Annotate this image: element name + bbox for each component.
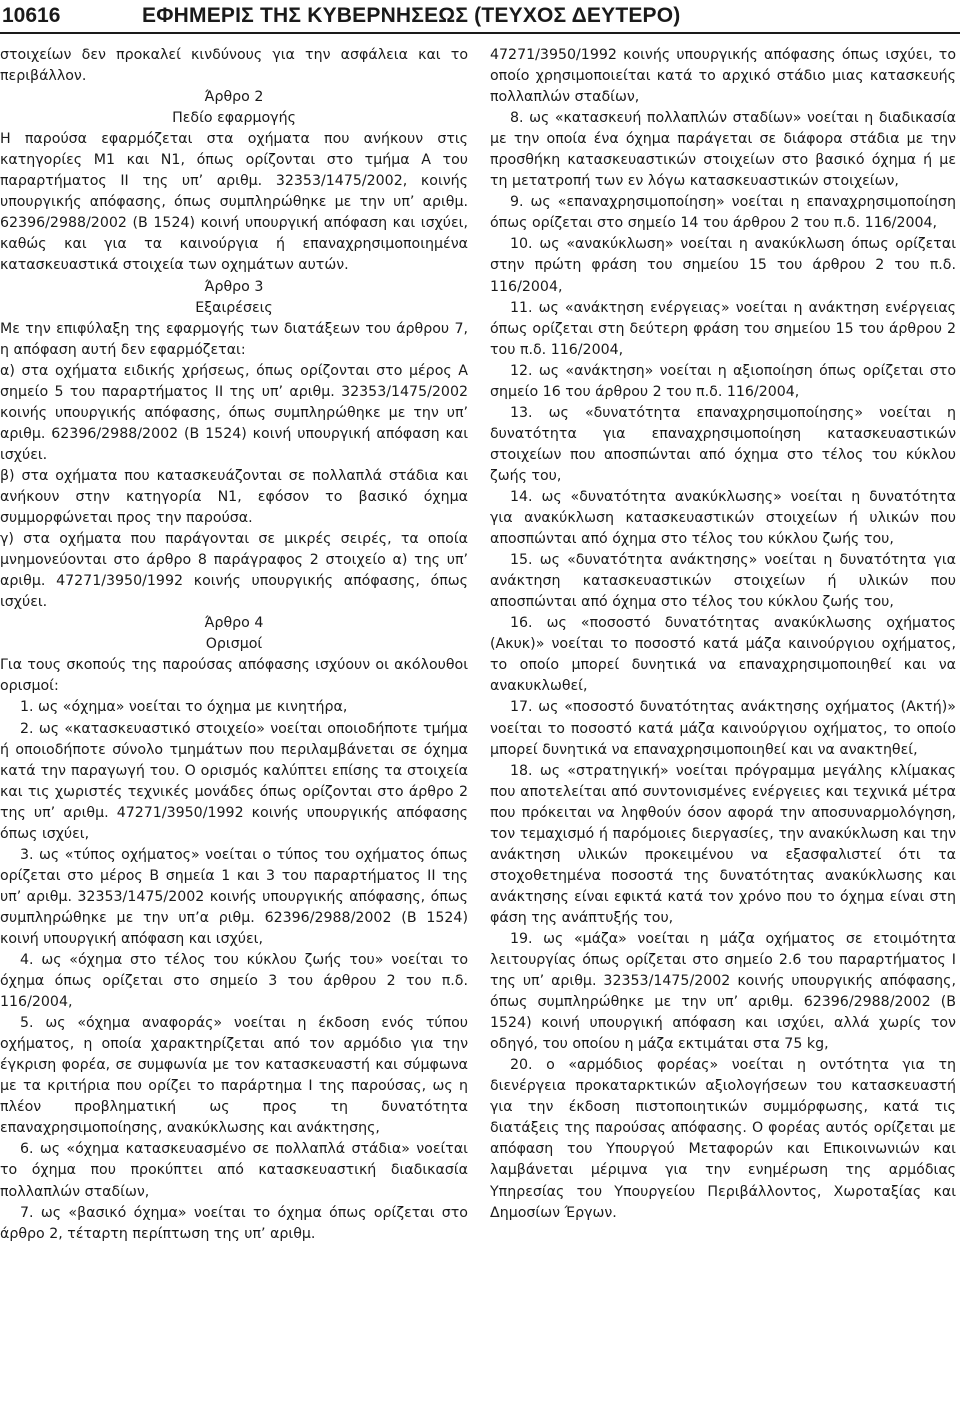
definition-item: 8. ως «κατασκευή πολλαπλών σταδίων» νοείται η διαδικασία με την οποία ένα όχημα παράγεται σε διάφορα στάδια με την προσθήκη κατασκευαστικών στοιχείων στο βασικό όχημα ή με τη μετατροπή των εν λόγω κατασκευαστικών στοιχείων, xyxy=(490,110,956,190)
right-column xyxy=(490,45,956,1224)
page-header xyxy=(0,0,960,44)
definition-item: 19. ως «μάζα» νοείται η μάζα οχήματος σε ετοιμότητα λειτουργίας όπως ορίζεται στο σημείο 2.6 του παραρτήματος Ι της υπ’ αριθμ. 32353/1475/2002 κοινής υπουργικής απόφασης, όπως συμπληρώθηκε με την υπ’ αριθμ. 62396/2988/2002 (Β 1524) κοινή υπουργική απόφαση και ισχύει, αλλά χωρίς τον οδηγό, του οποίου η μάζα εκτιμάται στα 75 kg, xyxy=(490,930,956,1053)
definition-item: 9. ως «επαναχρησιμοποίηση» νοείται η επαναχρησιμοποίηση όπως ορίζεται στο σημείο 14 του άρθρου 2 του π.δ. 116/2004, xyxy=(490,194,956,232)
definition-item: 11. ως «ανάκτηση ενέργειας» νοείται η ανάκτηση ενέργειας όπως ορίζεται στη δεύτερη φράση του σημείου 15 του άρθρου 2 του π.δ. 116/2004, xyxy=(490,299,956,358)
article-subheading: Εξαιρέσεις xyxy=(195,299,273,316)
paragraph: Η παρούσα εφαρμόζεται στα οχήματα που ανήκουν στις κατηγορίες Μ1 και Ν1, όπως ορίζονται στο τμήμα Α του παραρτήματος ΙΙ της υπ’ αριθμ. 32353/1475/2002, κοινής υπουργικής απόφασης, όπως συμπληρώθηκε με την υπ’ αριθμ. 62396/2988/2002 (Β 1524) κοινή υπουργική απόφαση και ισχύει, καθώς και για τα καινούργια ή επαναχρησιμοποιημένα κατασκευαστικά στοιχεία των οχημάτων αυτών. xyxy=(0,131,468,274)
definition-item: 3. ως «τύπος οχήματος» νοείται ο τύπος του οχήματος όπως ορίζεται στο μέρος Β σημεία 1 και 3 του παραρτήματος ΙΙ της υπ’ αριθμ. 32353/1475/2002 κοινής υπουργικής απόφασης, όπως συμπληρώθηκε με την υπ’α ριθμ. 62396/2988/2002 (Β 1524) κοινή υπουργική απόφαση και ισχύει, xyxy=(0,846,468,947)
article-subheading: Ορισμοί xyxy=(205,636,263,653)
definition-item: 15. ως «δυνατότητα ανάκτησης» νοείται η δυνατότητα για ανάκτηση κατασκευαστικών στοιχείων ή υλικών που αποσπώνται από όχημα στο τέλος του κύκλου ζωής του, xyxy=(490,552,956,611)
paragraph: α) στα οχήματα ειδικής χρήσεως, όπως ορίζονται στο μέρος Α σημείο 5 του παραρτήματος ΙΙ της υπ’ αριθμ. 32353/1475/2002 κοινής υπουργικής απόφασης, όπως συμπληρώθηκε με την υπ’ αριθμ. 62396/2988/2002 (Β 1524) κοινή υπουργική απόφαση και ισχύει. xyxy=(0,362,468,463)
definition-item: 6. ως «όχημα κατασκευασμένο σε πολλαπλά στάδια» νοείται το όχημα που προκύπτει από κατασκευαστική διαδικασία πολλαπλών σταδίων, xyxy=(0,1141,468,1200)
paragraph: γ) στα οχήματα που παράγονται σε μικρές σειρές, τα οποία μνημονεύονται στο άρθρο 8 παράγραφος 2 στοιχείο α) της υπ’ αριθμ. 47271/3950/1992 κοινής υπουργικής απόφασης, όπως ισχύει. xyxy=(0,531,468,611)
header-rule xyxy=(0,32,960,34)
definition-item: 14. ως «δυνατότητα ανακύκλωσης» νοείται η δυνατότητα για ανακύκλωση κατασκευαστικών στοιχείων ή υλικών που αποσπώνται από όχημα στο τέλος του κύκλου ζωής του, xyxy=(490,488,956,548)
definition-item: 10. ως «ανακύκλωση» νοείται η ανακύκλωση όπως ορίζεται στην πρώτη φράση του σημείου 15 του άρθρου 2 του π.δ. 116/2004, xyxy=(490,236,956,295)
article-heading: Άρθρο 2 xyxy=(204,89,264,106)
definition-item: 7. ως «βασικό όχημα» νοείται το όχημα όπως ορίζεται στο άρθρο 2, τέταρτη περίπτωση της υπ’ αριθμ. xyxy=(0,1204,468,1242)
definition-item: 4. ως «όχημα στο τέλος του κύκλου ζωής του» νοείται το όχημα όπως ορίζεται στο σημείο 3 του άρθρου 2 του π.δ. 116/2004, xyxy=(0,952,468,1011)
paragraph: β) στα οχήματα που κατασκευάζονται σε πολλαπλά στάδια και ανήκουν στην κατηγορία Ν1, εφόσον το βασικό όχημα συμμορφώνεται προς την παρούσα. xyxy=(0,467,468,527)
journal-title: ΕΦΗΜΕΡΙΣ ΤΗΣ ΚΥΒΕΡΝΗΣΕΩΣ (ΤΕΥΧΟΣ ΔΕΥΤΕΡΟ) xyxy=(142,4,681,27)
paragraph: στοιχείων δεν προκαλεί κινδύνους για την ασφάλεια και το περιβάλλον. xyxy=(0,47,468,85)
definition-item: 1. ως «όχημα» νοείται το όχημα με κινητήρα, xyxy=(20,699,348,716)
article-subheading: Πεδίο εφαρμογής xyxy=(172,110,296,127)
definition-item: 18. ως «στρατηγική» νοείται πρόγραμμα μεγάλης κλίμακας που αποτελείται από συντονισμένες ενέργειες και τεχνικά μέτρα που πρόκειται να ληφθούν όσον αφορά την αποσυναρμολόγηση, τον τεμαχισμό ή παρόμοιες διεργασίες, την ανακύκλωση και την ανάκτηση υλικών προκειμένου να εξασφαλιστεί ότι τα στοχοθετημένα ποσοστά της δυνατότητας ανακύκλωσης και ανάκτησης είναι εφικτά κατά τον χρόνο που το όχημα είναι στη φάση της ανάπτυξής του, xyxy=(490,762,956,926)
article-heading: Άρθρο 4 xyxy=(204,615,264,632)
definition-item: 17. ως «ποσοστό δυνατότητας ανάκτησης οχήματος (Ακτή)» νοείται το ποσοστό κατά μάζα καινούργιου οχήματος, το οποίο μπορεί δυνητικά να επαναχρησιμοποιηθεί και να ανακτηθεί, xyxy=(490,699,956,758)
paragraph: 47271/3950/1992 κοινής υπουργικής απόφασης όπως ισχύει, το οποίο χρησιμοποιείται κατά το αρχικό στάδιο μιας κατασκευής πολλαπλών σταδίων, xyxy=(490,47,956,106)
paragraph: Με την επιφύλαξη της εφαρμογής των διατάξεων του άρθρου 7, η απόφαση αυτή δεν εφαρμόζεται: xyxy=(0,320,468,358)
definition-item: 2. ως «κατασκευαστικό στοιχείο» νοείται οποιοδήποτε τμήμα ή οποιοδήποτε σύνολο τμημάτων που περιλαμβάνεται σε όχημα κατά την παραγωγή του. Ο ορισμός καλύπτει επίσης τα στοιχεία και τις χωριστές τεχνικές μονάδες όπως ορίζονται στο άρθρο 2 της υπ’ αριθμ. 47271/3950/1992 κοινής υπουργικής απόφασης όπως ισχύει, xyxy=(0,720,468,842)
definition-item: 5. ως «όχημα αναφοράς» νοείται η έκδοση ενός τύπου οχήματος, η οποία χαρακτηρίζεται από τον αρμόδιο για την έγκριση φορέα, σε συμφωνία με τον κατασκευαστή και σύμφωνα με τα κριτήρια που ορίζει το παράρτημα Ι της παρούσας, ως η πλέον προβληματική ως προς τη δυνατότητα επαναχρησιμοποίησης, ανακύκλωσης και ανάκτησης, xyxy=(0,1015,468,1137)
page-number: 10616 xyxy=(2,4,61,27)
definition-item: 13. ως «δυνατότητα επαναχρησιμοποίησης» νοείται η δυνατότητα για επαναχρησιμοποίηση κατασκευαστικών στοιχείων που αποσπώνται από όχημα στο τέλος του κύκλου ζωής του, xyxy=(490,404,956,484)
left-column xyxy=(0,45,468,1245)
paragraph: Για τους σκοπούς της παρούσας απόφασης ισχύουν οι ακόλουθοι ορισμοί: xyxy=(0,657,468,695)
definition-item: 20. ο «αρμόδιος φορέας» νοείται η οντότητα για τη διενέργεια προκαταρκτικών αξιολογήσεων του κατασκευαστή για την έκδοση πιστοποιητικών συμμόρφωσης, κατά τις διατάξεις της παρούσας απόφασης. Ο φορέας αυτός ορίζεται με απόφαση του Υπουργού Μεταφορών και Επικοινωνιών και λαμβάνεται μέριμνα για την ενημέρωση της αρμόδιας Υπηρεσίας του Υπουργείου Περιβάλλοντος, Χωροταξίας και Δημοσίων Έργων. xyxy=(490,1057,956,1221)
definition-item: 16. ως «ποσοστό δυνατότητας ανακύκλωσης οχήματος (Ακυκ)» νοείται το ποσοστό κατά μάζα καινούργιου οχήματος, το οποίο μπορεί δυνητικά να επαναχρησιμοποιηθεί και να ανακυκλωθεί, xyxy=(490,615,956,695)
definition-item: 12. ως «ανάκτηση» νοείται η αξιοποίηση όπως ορίζεται στο σημείο 16 του άρθρου 2 του π.δ. 116/2004, xyxy=(490,362,956,400)
article-heading: Άρθρο 3 xyxy=(204,278,264,295)
